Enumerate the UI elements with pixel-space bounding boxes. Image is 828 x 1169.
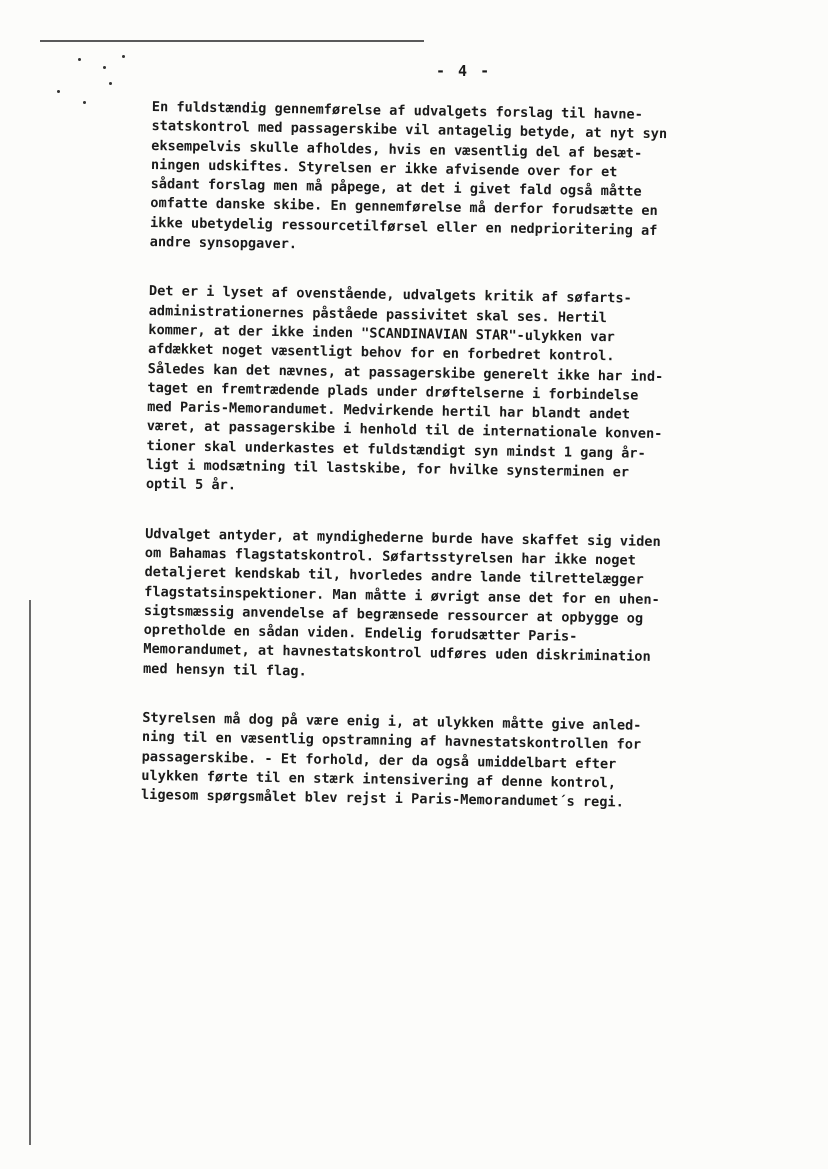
text-line: omfatte danske skibe. En gennemførelse må derfor forudsætte en [150, 195, 658, 220]
text-line: taget en fremtrædende plads under drøftelserne i forbindelse [147, 379, 639, 404]
scan-speck [122, 55, 125, 58]
text-line: sigtsmæssig anvendelse af begrænsede ressourcer at opbygge og [143, 602, 644, 627]
text-line: med Paris-Memorandumet. Medvirkende hertil har blandt andet [147, 399, 631, 423]
text-line: ulykken førte til en stærk intensivering af denne kontrol, [141, 767, 617, 792]
text-line: med hensyn til flag. [142, 660, 307, 680]
top-rule [40, 40, 424, 42]
body-text [140, 98, 752, 845]
text-line: sådant forslag men må påpege, at det i givet fald også måtte [150, 176, 642, 200]
scan-speck [83, 101, 86, 104]
scan-edge-line [29, 600, 31, 1145]
scan-speck [57, 90, 60, 93]
text-line: passagerskibe. - Et forhold, der da også umiddelbart efter [141, 748, 617, 772]
text-line: været, at passagerskibe i henhold til de internationale konven- [146, 418, 663, 443]
text-line: kommer, at der ikke inden "SCANDINAVIAN STAR"-ulykken var [148, 321, 615, 346]
scan-speck [78, 58, 81, 61]
text-line: om Bahamas flagstatskontrol. Søfartsstyrelsen har ikke noget [144, 544, 636, 569]
text-line: detaljeret kendskab til, hvorledes andre lande tilrettelægger [144, 564, 644, 589]
text-line: andre synsopgaver. [149, 234, 298, 253]
text-line: ikke ubetydelig ressourcetilførsel eller en nedprioritering af [149, 214, 658, 239]
text-line: ning til en væsentlig opstramning af havnestatskontrollen for [141, 729, 642, 754]
text-line: Styrelsen må dog på være enig i, at ulykken måtte give anled- [142, 709, 642, 734]
text-line: eksempelvis skulle afholdes, hvis en væsentlig del af besæt- [151, 137, 643, 162]
paragraph [141, 709, 742, 815]
text-line: afdækket noget væsentligt behov for en forbedret kontrol. [147, 341, 615, 365]
text-line: statskontrol med passagerskibe vil antagelig betyde, at nyt syn [151, 118, 668, 143]
scan-speck [103, 66, 106, 69]
text-line: administrationernes påståede passivitet skal ses. Hertil [148, 302, 608, 326]
text-line: Memorandumet, at havnestatskontrol udføres uden diskrimination [143, 641, 651, 666]
paragraph [150, 98, 752, 262]
text-line: En fuldstændig gennemførelse af udvalgets forslag til havne- [151, 98, 643, 123]
paragraph [146, 282, 749, 504]
text-line: optil 5 år. [145, 476, 237, 494]
text-line: ligt i modsætning til lastskibe, for hvilke synsterminen er [146, 457, 630, 481]
text-line: flagstatsinspektioner. Man måtte i øvrigt anse det for en uhen- [144, 583, 660, 608]
paragraph [143, 525, 745, 689]
text-line: ligesom spørgsmålet blev rejst i Paris-Memorandumet´s regi. [140, 787, 624, 811]
text-line: tioner skal underkastes et fuldstændigt syn mindst 1 gang år- [146, 437, 646, 462]
page-number: - 4 - [436, 62, 492, 80]
text-line: Udvalget antyder, at myndighederne burde have skaffet sig viden [145, 525, 661, 550]
text-line: ningen udskiftes. Styrelsen er ikke afvisende over for et [150, 156, 618, 181]
text-line: Således kan det nævnes, at passagerskibe generelt ikke har ind- [147, 360, 664, 385]
scan-speck [109, 82, 112, 85]
text-line: Det er i lyset af ovenstående, udvalgets kritik af søfarts- [148, 283, 632, 307]
text-line: opretholde en sådan viden. Endelig forudsætter Paris- [143, 622, 578, 645]
